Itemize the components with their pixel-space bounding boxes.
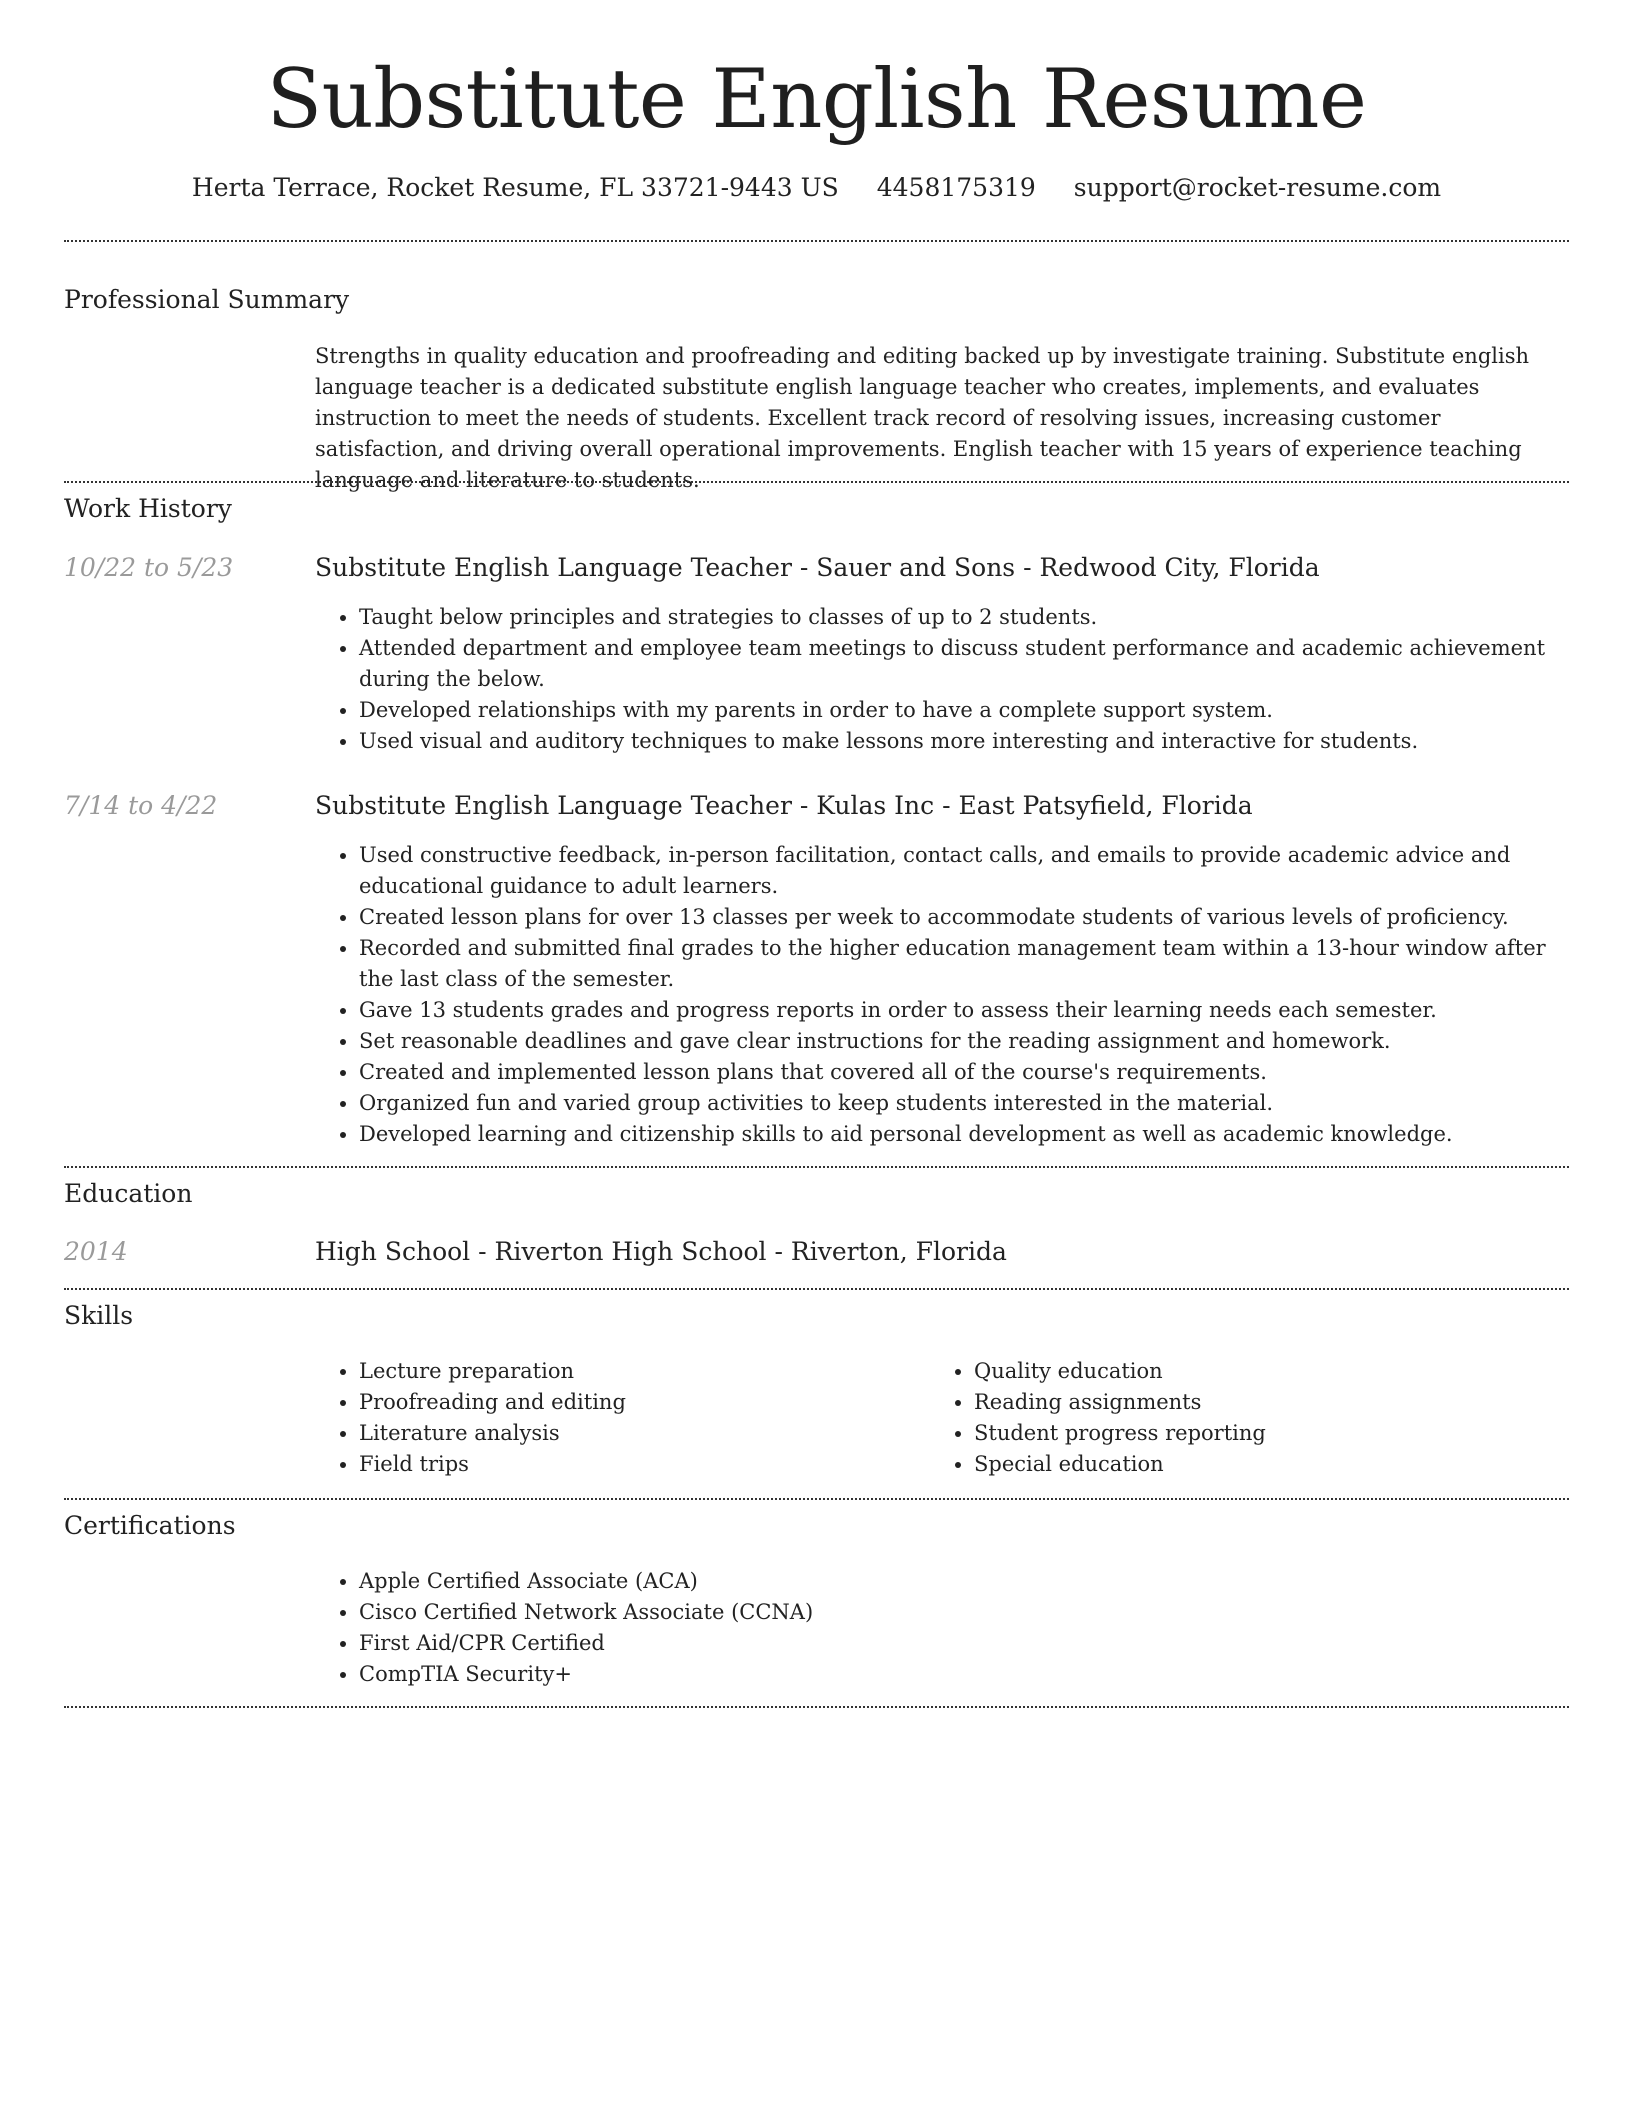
job-bullet: • Set reasonable deadlines and gave clear instructions for the reading assignment and homework. [359,1026,1569,1057]
divider [64,240,1569,242]
job-title: Substitute English Language Teacher [315,553,792,582]
summary-heading: Professional Summary [64,285,350,314]
job-dates: 10/22 to 5/23 [64,553,234,582]
job-bullet: • Used visual and auditory techniques to make lessons more interesting and interactive for students. [359,726,1569,757]
skills-column-left [315,1356,915,1480]
divider [64,1706,1569,1708]
certifications-block [315,1566,1569,1690]
education-degree: High School [315,1237,471,1266]
certification-item: • CompTIA Security+ [359,1659,1569,1690]
resume-title: Substitute English Resume [266,53,1367,147]
contact-email: support@rocket-resume.com [1073,173,1442,202]
job-header [315,552,1320,584]
divider [64,1288,1569,1290]
job-bullet: • Organized fun and varied group activities to keep students interested in the material. [359,1088,1569,1119]
contact-line [64,172,1569,204]
contact-address: Herta Terrace, Rocket Resume, FL 33721-9443 US [191,173,839,202]
education-details: - Riverton High School - Riverton, Florida [470,1237,1007,1266]
certification-item: • Apple Certified Associate (ACA) [359,1566,1569,1597]
job-bullets-block [315,840,1569,1150]
job-title: Substitute English Language Teacher [315,791,792,820]
job-bullet-list [315,602,1569,757]
skill-item: • Lecture preparation [359,1356,915,1387]
skill-item: • Special education [974,1449,1530,1480]
job-bullet: • Attended department and employee team meetings to discuss student performance and academic achievement during the below. [359,633,1569,695]
resume-page [64,0,1569,1686]
certifications-list [315,1566,1569,1690]
job-bullet: • Created lesson plans for over 13 classes per week to accommodate students of various levels of proficiency. [359,902,1569,933]
job-dates: 7/14 to 4/22 [64,791,218,820]
summary-text: Strengths in quality education and proofreading and editing backed up by investigate training. Substitute english language teacher is a dedicated substitute english language teacher who creates, implements, and evaluates instruction to meet the needs of students. Excellent track record of resolving issues, increasing customer satisfaction, and driving overall operational improvements. English teacher with 15 years of experience teaching language and literature to students. [315,344,1529,492]
certifications-heading: Certifications [64,1511,236,1540]
contact-phone: 4458175319 [876,173,1036,202]
job-bullet: • Used constructive feedback, in-person facilitation, contact calls, and emails to provide academic advice and educational guidance to adult learners. [359,840,1569,902]
skill-item: • Reading assignments [974,1387,1530,1418]
job-bullet: • Gave 13 students grades and progress reports in order to assess their learning needs each semester. [359,995,1569,1026]
job-bullet: • Created and implemented lesson plans that covered all of the course's requirements. [359,1057,1569,1088]
summary-block [315,341,1569,496]
divider [64,481,1569,483]
skills-list [315,1356,915,1480]
divider [64,1498,1569,1500]
skill-item: • Quality education [974,1356,1530,1387]
skills-column-right [930,1356,1530,1480]
job-bullet-list [315,840,1569,1150]
job-bullet: • Developed learning and citizenship skills to aid personal development as well as academic knowledge. [359,1119,1569,1150]
work-history-heading: Work History [64,494,232,523]
divider [64,1166,1569,1168]
certification-item: • Cisco Certified Network Associate (CCNA) [359,1597,1569,1628]
certification-item: • First Aid/CPR Certified [359,1628,1569,1659]
skill-item: • Literature analysis [359,1418,915,1449]
job-bullet: • Recorded and submitted final grades to the higher education management team within a 13-hour window after the last class of the semester. [359,933,1569,995]
job-bullet: • Taught below principles and strategies to classes of up to 2 students. [359,602,1569,633]
education-entry [315,1236,1007,1268]
education-year: 2014 [64,1237,128,1266]
skill-item: • Proofreading and editing [359,1387,915,1418]
job-header [315,790,1253,822]
skills-list [930,1356,1530,1480]
education-heading: Education [64,1179,193,1208]
job-bullets-block [315,602,1569,757]
job-details: - Sauer and Sons - Redwood City, Florida [791,553,1320,582]
job-bullet: • Developed relationships with my parents in order to have a complete support system. [359,695,1569,726]
skill-item: • Student progress reporting [974,1418,1530,1449]
job-details: - Kulas Inc - East Patsyfield, Florida [791,791,1253,820]
skill-item: • Field trips [359,1449,915,1480]
skills-heading: Skills [64,1301,134,1330]
